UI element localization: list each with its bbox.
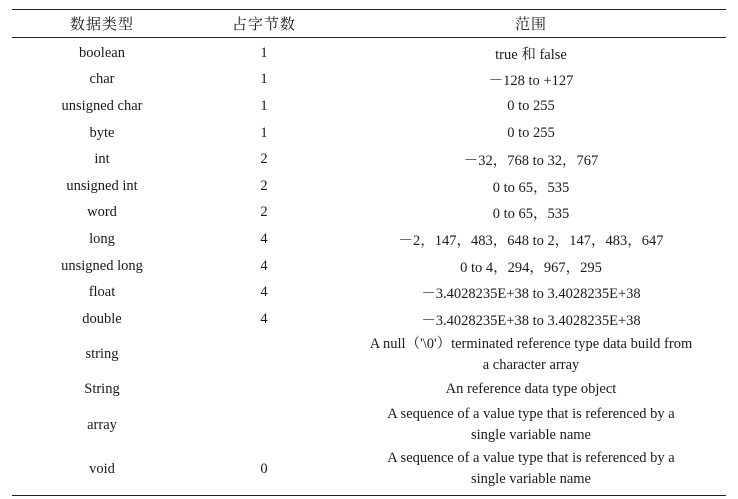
cell-range: true 和 false	[495, 46, 567, 63]
cell-bytes: 1	[260, 124, 268, 141]
table-row	[12, 306, 726, 333]
cell-range-line: a character array	[482, 356, 580, 373]
header-data-type: 数据类型	[69, 15, 134, 33]
cell-range-line: A sequence of a value type that is referenced by a	[387, 406, 675, 423]
cell-bytes: 1	[260, 97, 268, 114]
data-type-table	[12, 9, 726, 496]
table-row	[12, 40, 726, 67]
cell-type: unsigned char	[61, 97, 143, 114]
cell-type: String	[84, 381, 120, 398]
cell-type: boolean	[79, 44, 125, 61]
cell-range-line: single variable name	[471, 427, 591, 444]
table-row	[12, 93, 726, 120]
table-row	[12, 146, 726, 173]
cell-bytes: 1	[260, 44, 268, 61]
cell-range: 0 to 255	[507, 124, 555, 141]
cell-range-line: single variable name	[471, 471, 591, 488]
cell-range-line: A sequence of a value type that is referenced by a	[387, 450, 675, 467]
cell-bytes: 1	[260, 71, 268, 88]
cell-range	[336, 404, 726, 446]
cell-range: 0 to 65，535	[492, 206, 570, 223]
cell-bytes: 2	[260, 177, 268, 194]
table-row	[12, 200, 726, 227]
table-row	[12, 279, 726, 306]
table-row	[12, 120, 726, 147]
table-header	[12, 10, 726, 38]
cell-type: double	[82, 310, 122, 327]
cell-type: int	[94, 151, 110, 168]
cell-range: An reference data type object	[445, 381, 617, 398]
cell-bytes: 4	[260, 284, 268, 301]
cell-range: 0 to 255	[507, 97, 555, 114]
cell-bytes: 4	[260, 257, 268, 274]
cell-type: byte	[89, 124, 115, 141]
cell-range: －128 to +127	[488, 73, 574, 90]
cell-type: word	[87, 204, 117, 221]
cell-type: unsigned long	[61, 257, 143, 274]
cell-range	[336, 448, 726, 490]
cell-range-line: A null（'\0'）terminated reference type data build from	[369, 335, 693, 352]
cell-type: float	[88, 284, 116, 301]
cell-bytes: 4	[260, 310, 268, 327]
table-row	[12, 403, 726, 447]
table-row	[12, 173, 726, 200]
cell-range: 0 to 4，294，967，295	[460, 259, 602, 276]
cell-type: string	[85, 346, 119, 363]
cell-range	[336, 334, 726, 376]
table-body	[12, 38, 726, 495]
cell-range: －3.4028235E+38 to 3.4028235E+38	[421, 312, 641, 329]
cell-bytes: 4	[260, 230, 268, 247]
cell-bytes: 0	[260, 460, 268, 477]
header-range: 范围	[514, 15, 547, 33]
table-row	[12, 333, 726, 377]
cell-bytes: 2	[260, 151, 268, 168]
cell-range: －32，768 to 32，767	[463, 153, 599, 170]
cell-type: array	[87, 416, 117, 433]
cell-type: unsigned int	[66, 177, 138, 194]
table-row	[12, 253, 726, 280]
cell-range: －3.4028235E+38 to 3.4028235E+38	[421, 286, 641, 303]
table-row	[12, 447, 726, 491]
header-byte-count: 占字节数	[231, 15, 296, 33]
cell-range: 0 to 65，535	[492, 179, 570, 196]
table-row	[12, 67, 726, 94]
cell-type: char	[89, 71, 115, 88]
cell-range: －2，147，483，648 to 2，147，483，647	[398, 232, 664, 249]
cell-bytes: 2	[260, 204, 268, 221]
cell-type: long	[89, 230, 115, 247]
cell-type: void	[89, 460, 115, 477]
table-row	[12, 226, 726, 253]
table-row	[12, 377, 726, 404]
